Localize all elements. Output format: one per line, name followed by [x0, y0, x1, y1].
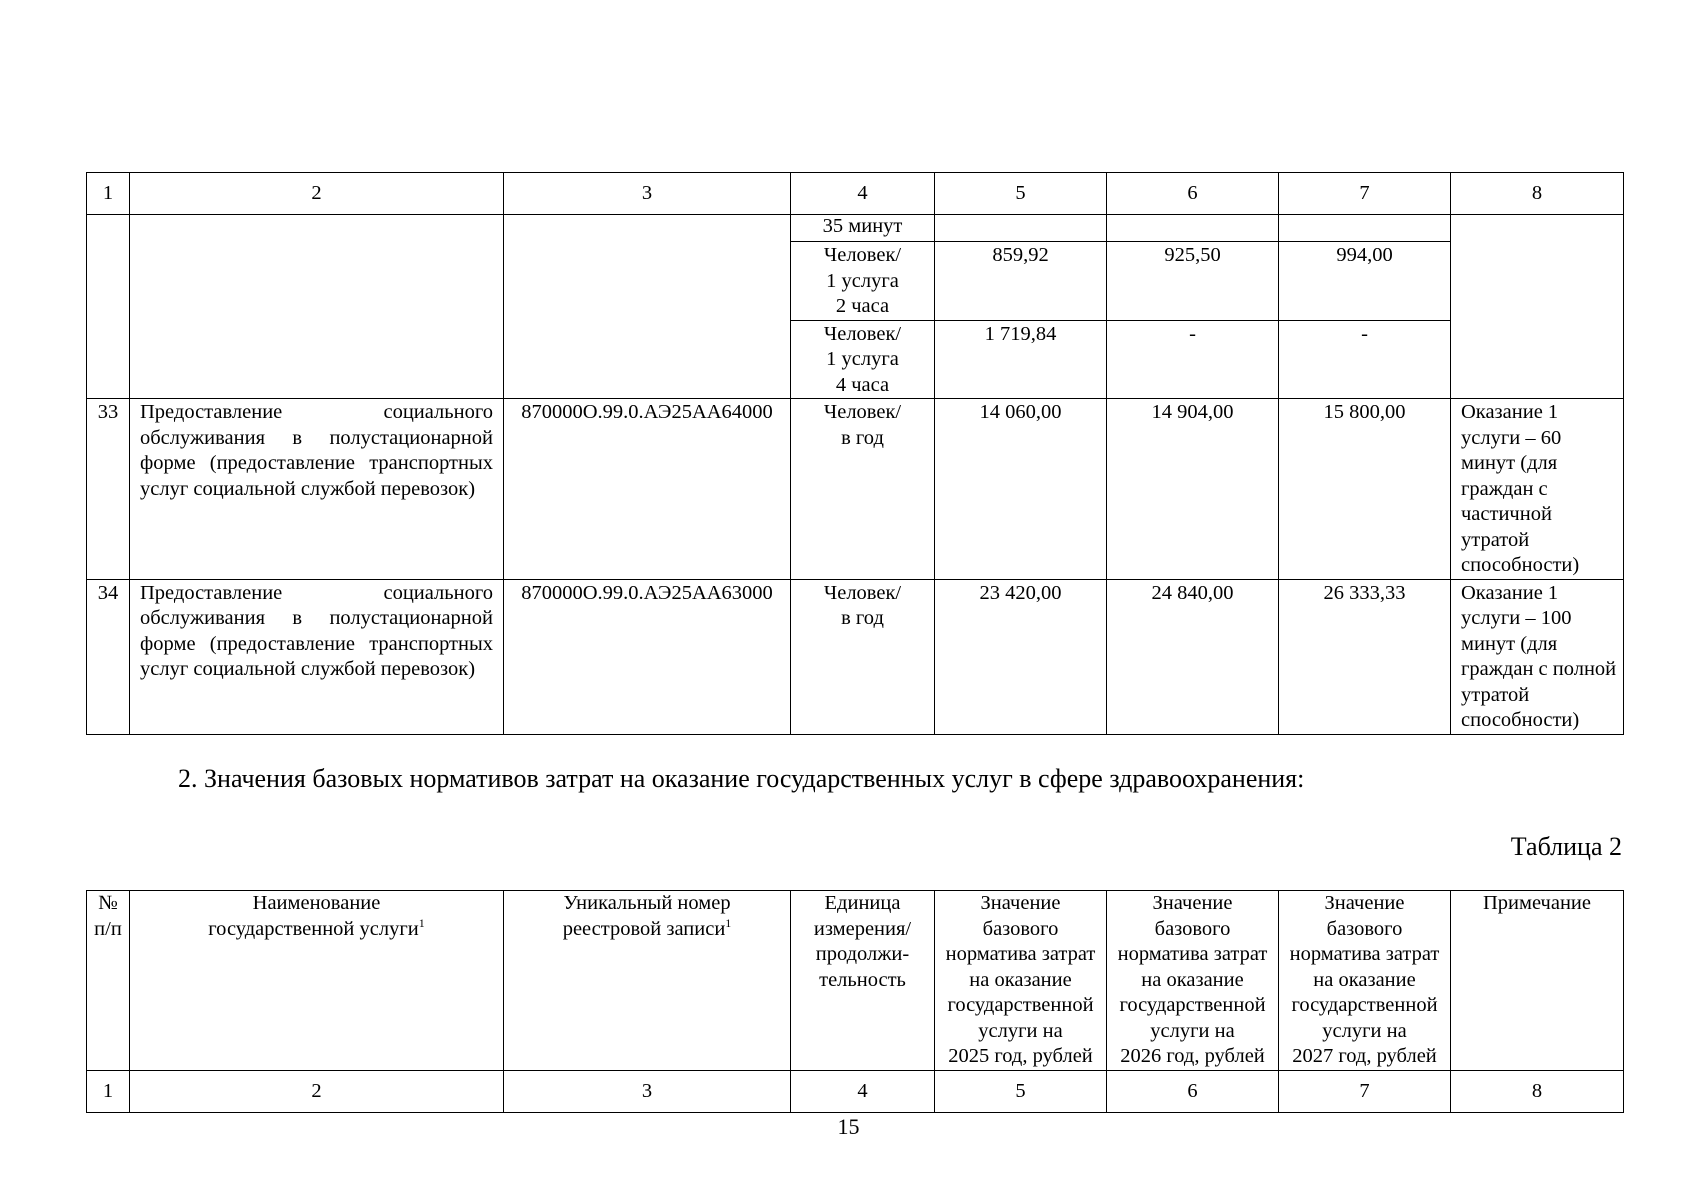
column-number: 4 — [791, 173, 935, 215]
footnote-marker: 1 — [418, 915, 425, 930]
header-number: № п/п — [87, 891, 130, 1071]
value-2025-cell: 859,92 — [935, 242, 1107, 321]
row-number-cell: 33 — [87, 399, 130, 580]
column-number: 7 — [1279, 173, 1451, 215]
value-2025-cell: 23 420,00 — [935, 579, 1107, 734]
header-value-2025: Значение базового норматива затрат на оказание государственной услуги на 2025 год, рублей — [935, 891, 1107, 1071]
unit-cell: Человек/ 1 услуга 4 часа — [791, 320, 935, 399]
row-number-cell: 34 — [87, 579, 130, 734]
header-registry-number-text: Уникальный номер реестровой записи — [562, 892, 731, 940]
column-number: 1 — [87, 1071, 130, 1113]
column-number-row — [87, 1071, 1624, 1113]
column-number: 7 — [1279, 1071, 1451, 1113]
note-cell: Оказание 1 услуги – 100 минут (для граждан с полной утратой способности) — [1451, 579, 1624, 734]
value-2025-cell — [935, 215, 1107, 242]
section-heading: 2. Значения базовых нормативов затрат на оказание государственных услуг в сфере здравоохранения: — [178, 764, 1305, 793]
value-2026-cell: - — [1107, 320, 1279, 399]
table-row — [87, 215, 1624, 242]
value-2027-cell: 26 333,33 — [1279, 579, 1451, 734]
footnote-marker: 1 — [725, 915, 732, 930]
registry-code-cell: 870000О.99.0.АЭ25АА63000 — [504, 579, 791, 734]
value-2027-cell — [1279, 215, 1451, 242]
unit-cell: Человек/ 1 услуга 2 часа — [791, 242, 935, 321]
header-unit: Единица измерения/ продолжи- тельность — [791, 891, 935, 1071]
unit-cell: 35 минут — [791, 215, 935, 242]
value-2026-cell: 24 840,00 — [1107, 579, 1279, 734]
value-2026-cell: 14 904,00 — [1107, 399, 1279, 580]
column-number: 4 — [791, 1071, 935, 1113]
column-number: 6 — [1107, 173, 1279, 215]
column-number: 8 — [1451, 173, 1624, 215]
column-number: 2 — [130, 1071, 504, 1113]
column-number: 1 — [87, 173, 130, 215]
service-name-cell — [130, 215, 504, 399]
column-number: 5 — [935, 173, 1107, 215]
column-number: 2 — [130, 173, 504, 215]
header-service-name — [130, 891, 504, 1071]
services-table-continued — [86, 172, 1624, 735]
value-2025-cell: 1 719,84 — [935, 320, 1107, 399]
value-2025-cell: 14 060,00 — [935, 399, 1107, 580]
column-number: 8 — [1451, 1071, 1624, 1113]
header-value-2026: Значение базового норматива затрат на оказание государственной услуги на 2026 год, рублей — [1107, 891, 1279, 1071]
registry-code-cell: 870000О.99.0.АЭ25АА64000 — [504, 399, 791, 580]
table-row — [87, 399, 1624, 580]
note-cell — [1451, 215, 1624, 399]
value-2026-cell: 925,50 — [1107, 242, 1279, 321]
table-row — [87, 579, 1624, 734]
table-header-row — [87, 891, 1624, 1071]
column-number: 3 — [504, 173, 791, 215]
header-value-2027: Значение базового норматива затрат на оказание государственной услуги на 2027 год, рублей — [1279, 891, 1451, 1071]
row-number-cell — [87, 215, 130, 399]
service-name-cell: Предоставление социального обслуживания в полустационарной форме (предоставление транспортных услуг социальной службой перевозок) — [130, 579, 504, 734]
column-number: 3 — [504, 1071, 791, 1113]
header-note: Примечание — [1451, 891, 1624, 1071]
header-service-name-text: Наименование государственной услуги — [208, 892, 419, 940]
value-2027-cell: 994,00 — [1279, 242, 1451, 321]
table-label: Таблица 2 — [1510, 832, 1622, 861]
service-name-cell: Предоставление социального обслуживания в полустационарной форме (предоставление транспортных услуг социальной службой перевозок) — [130, 399, 504, 580]
page-number: 15 — [837, 1114, 860, 1139]
value-2027-cell: 15 800,00 — [1279, 399, 1451, 580]
registry-code-cell — [504, 215, 791, 399]
column-number: 5 — [935, 1071, 1107, 1113]
column-number: 6 — [1107, 1071, 1279, 1113]
column-number-row — [87, 173, 1624, 215]
value-2027-cell: - — [1279, 320, 1451, 399]
value-2026-cell — [1107, 215, 1279, 242]
header-registry-number — [504, 891, 791, 1071]
healthcare-cost-table — [86, 890, 1624, 1113]
unit-cell: Человек/ в год — [791, 399, 935, 580]
unit-cell: Человек/ в год — [791, 579, 935, 734]
note-cell: Оказание 1 услуги – 60 минут (для граждан с частичной утратой способности) — [1451, 399, 1624, 580]
